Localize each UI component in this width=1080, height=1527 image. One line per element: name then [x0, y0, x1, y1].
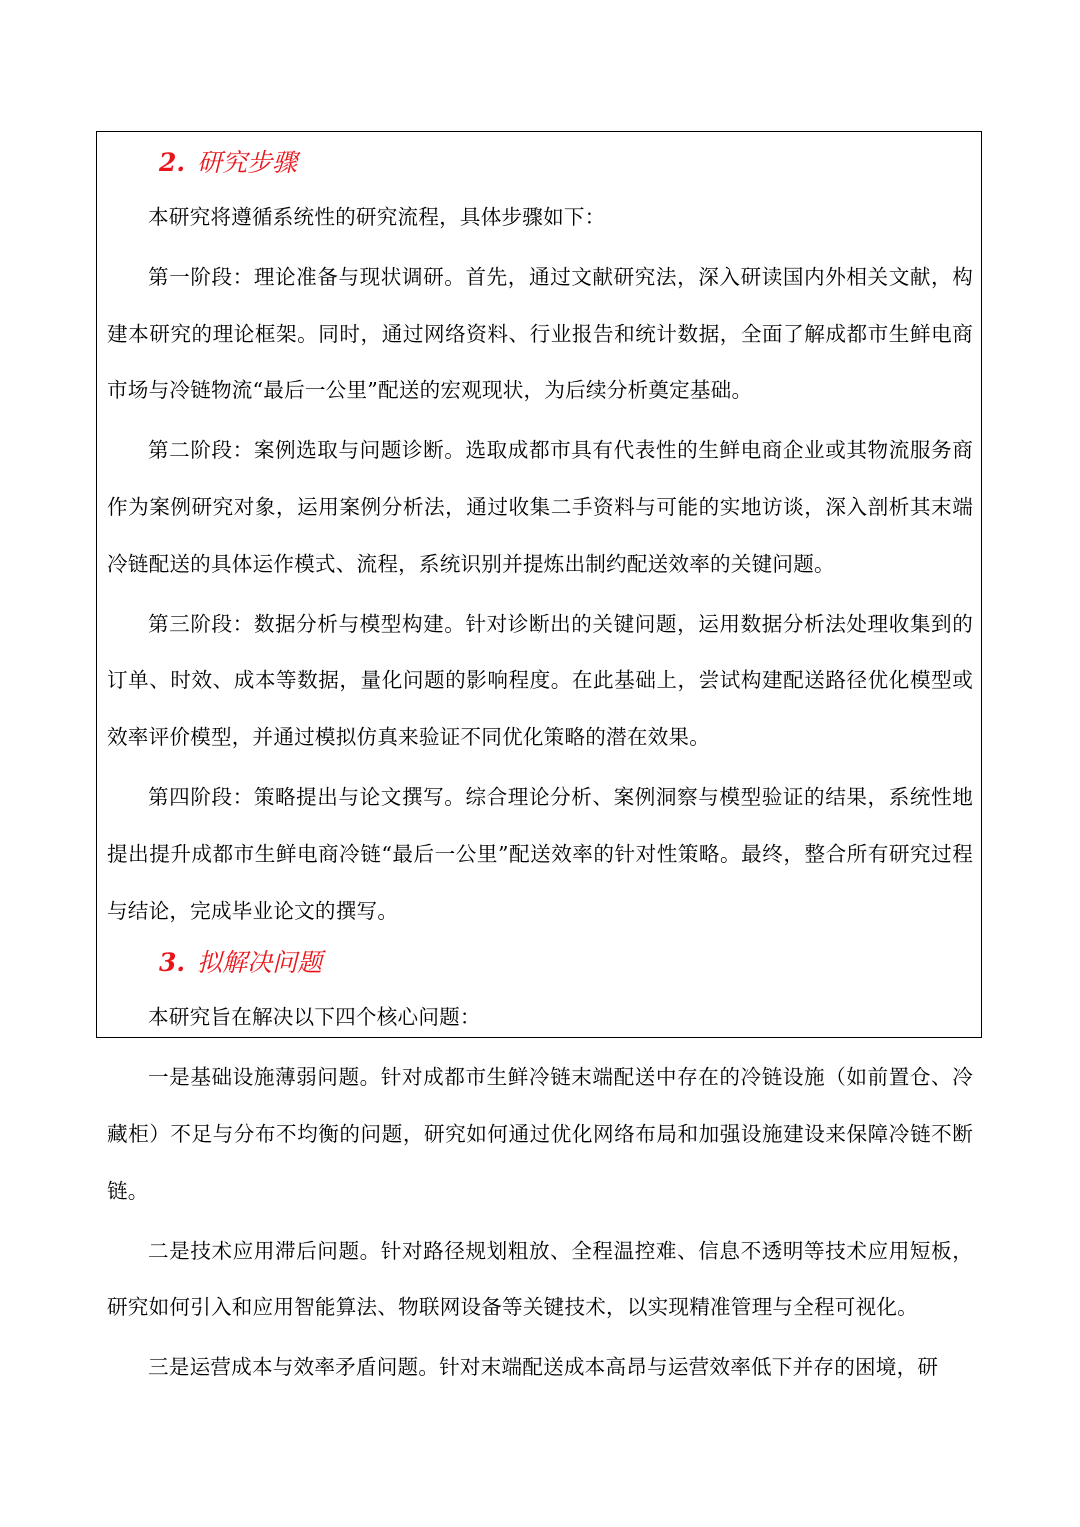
paragraph: 本研究将遵循系统性的研究流程，具体步骤如下：	[148, 205, 606, 229]
paragraph: 本研究旨在解决以下四个核心问题：	[148, 1005, 481, 1030]
section-title: 拟解决问题	[197, 948, 323, 978]
section-number: 3.	[159, 948, 186, 978]
paragraph: 第三阶段：数据分析与模型构建。针对诊断出的关键问题，运用数据分析法处理收集到的订单、时效、成本等数据，量化问题的影响程度。在此基础上，尝试构建配送路径优化模型或效率评价模型，并通过模拟仿真来验证不同优化策略的潜在效果。	[107, 611, 973, 750]
section-number: 2.	[159, 148, 186, 177]
paragraph: 第二阶段：案例选取与问题诊断。选取成都市具有代表性的生鲜电商企业或其物流服务商作为案例研究对象，运用案例分析法，通过收集二手资料与可能的实地访谈，深入剖析其末端冷链配送的具体运作模式、流程，系统识别并提炼出制约配送效率的关键问题。	[107, 438, 973, 576]
paragraph: 二是技术应用滞后问题。针对路径规划粗放、全程温控难、信息不透明等技术应用短板，研究如何引入和应用智能算法、物联网设备等关键技术，以实现精准管理与全程可视化。	[107, 1238, 973, 1320]
document-content	[107, 142, 973, 1399]
section-heading-problems-to-solve	[107, 942, 973, 984]
section-title: 研究步骤	[197, 148, 298, 177]
paragraph: 一是基础设施薄弱问题。针对成都市生鲜冷链末端配送中存在的冷链设施（如前置仓、冷藏柜）不足与分布不均衡的问题，研究如何通过优化网络布局和加强设施建设来保障冷链不断链。	[107, 1065, 973, 1203]
paragraph: 第一阶段：理论准备与现状调研。首先，通过文献研究法，深入研读国内外相关文献，构建本研究的理论框架。同时，通过网络资料、行业报告和统计数据，全面了解成都市生鲜电商市场与冷链物流“最后一公里”配送的宏观现状，为后续分析奠定基础。	[107, 264, 973, 403]
paragraph: 第四阶段：策略提出与论文撰写。综合理论分析、案例洞察与模型验证的结果，系统性地提出提升成都市生鲜电商冷链“最后一公里”配送效率的针对性策略。最终，整合所有研究过程与结论，完成毕业论文的撰写。	[107, 784, 973, 923]
document-frame	[96, 131, 982, 1380]
section-heading-research-steps	[107, 142, 973, 184]
paragraph: 三是运营成本与效率矛盾问题。针对末端配送成本高昂与运营效率低下并存的困境，研	[148, 1355, 939, 1380]
